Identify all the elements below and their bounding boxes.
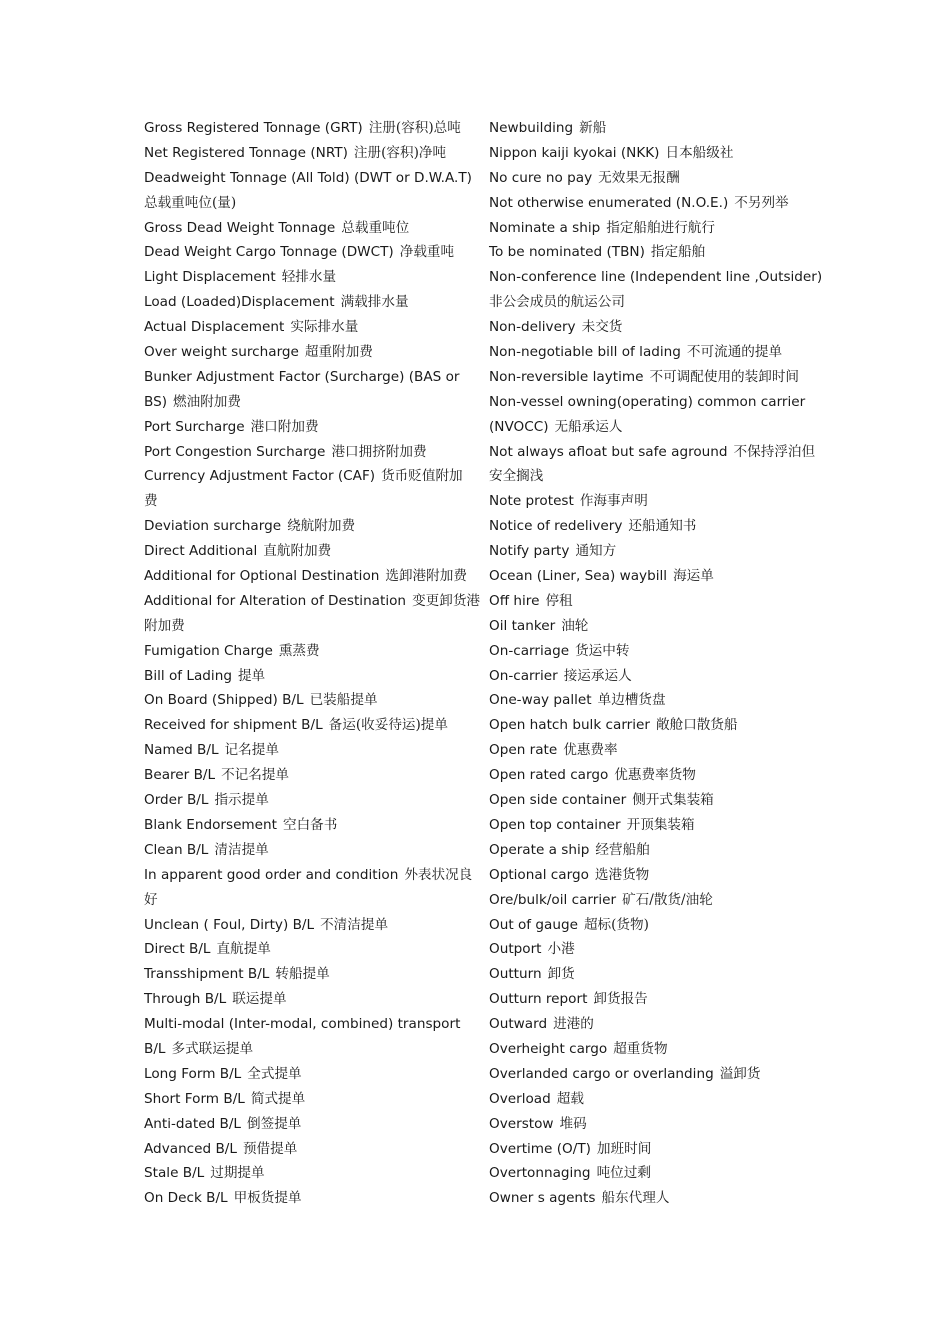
glossary-line <box>144 1161 466 1186</box>
left-glossary-column <box>144 116 481 1211</box>
term-english: B/L <box>144 1040 166 1057</box>
term-english: Through B/L <box>144 991 227 1008</box>
term-english: Advanced B/L <box>144 1140 237 1157</box>
term-chinese: 联运提单 <box>232 991 287 1008</box>
glossary-line <box>489 788 811 813</box>
term-english: Nippon kaiji kyokai (NKK) <box>489 144 660 161</box>
term-chinese: 不可调配使用的装卸时间 <box>649 368 800 385</box>
glossary-line <box>489 838 811 863</box>
glossary-line <box>144 216 466 241</box>
term-chinese: 轻排水量 <box>281 269 337 286</box>
term-english: Bill of Lading <box>144 667 232 684</box>
glossary-line <box>144 1137 466 1162</box>
term-english: Clean B/L <box>144 841 209 858</box>
term-chinese: 已装船提单 <box>309 692 378 709</box>
glossary-line <box>489 464 811 489</box>
glossary-line <box>144 564 466 589</box>
term-chinese: 总载重吨位 <box>341 219 410 236</box>
glossary-line <box>144 240 466 265</box>
term-english: Operate a ship <box>489 841 590 858</box>
glossary-line <box>489 141 811 166</box>
glossary-line <box>489 664 811 689</box>
glossary-line <box>144 1062 466 1087</box>
term-chinese: 还船通知书 <box>628 518 697 535</box>
term-chinese: 多式联运提单 <box>171 1040 254 1057</box>
term-chinese: 吨位过剩 <box>596 1165 651 1182</box>
term-chinese: 优惠费率货物 <box>614 767 696 784</box>
glossary-line <box>144 1012 466 1037</box>
glossary-line <box>144 415 466 440</box>
glossary-line <box>144 763 466 788</box>
glossary-line <box>144 962 466 987</box>
glossary-line <box>144 1037 466 1062</box>
glossary-line <box>489 514 811 539</box>
glossary-line <box>489 191 811 216</box>
glossary-line <box>144 191 466 216</box>
term-english: Off hire <box>489 592 540 609</box>
term-english: Direct Additional <box>144 543 258 560</box>
glossary-line <box>489 440 816 465</box>
term-english: Bearer B/L <box>144 767 216 784</box>
term-english: Outward <box>489 1016 548 1033</box>
term-english: Open rated cargo <box>489 767 609 784</box>
term-chinese: 港口拥挤附加费 <box>331 443 427 460</box>
term-chinese: 开顶集装箱 <box>626 816 695 833</box>
term-english: Open rate <box>489 742 558 759</box>
term-english: In apparent good order and condition <box>144 866 399 883</box>
term-chinese: 新船 <box>579 120 607 136</box>
term-chinese: 停租 <box>545 592 573 609</box>
term-english: Open side container <box>489 792 627 809</box>
term-chinese: 清洁提单 <box>214 841 269 858</box>
term-chinese: 选卸港附加费 <box>385 568 467 585</box>
term-english: Outturn report <box>489 991 588 1008</box>
term-english: Newbuilding <box>489 120 574 136</box>
glossary-line <box>489 987 811 1012</box>
term-chinese: 通知方 <box>575 543 617 560</box>
glossary-line <box>489 1186 811 1211</box>
term-chinese: 熏蒸费 <box>278 642 320 659</box>
term-chinese: 指示提单 <box>214 792 269 809</box>
term-chinese: 直航附加费 <box>263 543 332 560</box>
glossary-line <box>144 639 466 664</box>
glossary-line <box>489 290 811 315</box>
term-english: Overtonnaging <box>489 1165 591 1182</box>
glossary-line <box>489 913 811 938</box>
glossary-line <box>489 888 811 913</box>
glossary-line <box>489 365 811 390</box>
glossary-line <box>489 863 811 888</box>
term-chinese: 进港的 <box>553 1016 594 1033</box>
term-english: Overlanded cargo or overlanding <box>489 1065 714 1082</box>
term-english: To be nominated (TBN) <box>489 244 645 261</box>
term-english: On-carriage <box>489 642 570 659</box>
term-english: Ocean (Liner, Sea) waybill <box>489 568 668 585</box>
term-english: Open top container <box>489 816 621 833</box>
glossary-line <box>489 962 811 987</box>
term-english: Overtime (O/T) <box>489 1140 591 1157</box>
term-chinese: 满载排水量 <box>340 294 409 311</box>
term-english: Note protest <box>489 493 574 510</box>
glossary-line <box>489 713 811 738</box>
term-english: Out of gauge <box>489 916 578 933</box>
term-chinese: 超载 <box>556 1090 584 1107</box>
term-english: Blank Endorsement <box>144 816 277 833</box>
term-english: No cure no pay <box>489 169 593 186</box>
term-english: Oil tanker <box>489 617 556 634</box>
glossary-line <box>144 1087 466 1112</box>
term-english: On Deck B/L <box>144 1190 228 1207</box>
term-chinese: 加班时间 <box>596 1140 652 1157</box>
glossary-line <box>144 265 466 290</box>
term-chinese: 预借提单 <box>242 1140 298 1157</box>
glossary-line <box>144 788 466 813</box>
term-english: Nominate a ship <box>489 219 601 236</box>
glossary-line <box>489 390 811 415</box>
term-chinese: 船东代理人 <box>601 1190 670 1207</box>
term-chinese: 简式提单 <box>250 1090 306 1107</box>
term-english: One-way pallet <box>489 692 592 709</box>
glossary-line <box>489 315 811 340</box>
glossary-line <box>144 937 466 962</box>
term-chinese: 作海事声明 <box>579 493 648 510</box>
glossary-line <box>489 564 811 589</box>
glossary-line <box>144 664 466 689</box>
term-english: Not always afloat but safe aground <box>489 443 728 460</box>
term-english: Stale B/L <box>144 1165 205 1182</box>
term-chinese: 不另列举 <box>734 194 789 211</box>
term-english: Deviation surcharge <box>144 518 282 535</box>
term-english: Additional for Alteration of Destination <box>144 592 407 609</box>
term-english: Not otherwise enumerated (N.O.E.) <box>489 194 729 211</box>
glossary-line <box>489 415 811 440</box>
term-english: Anti-dated B/L <box>144 1115 242 1132</box>
right-glossary-column <box>489 116 823 1211</box>
glossary-line <box>489 1112 811 1137</box>
glossary-line <box>489 240 811 265</box>
term-chinese: 好 <box>144 891 158 908</box>
glossary-line <box>144 688 466 713</box>
term-chinese: 净载重吨 <box>399 244 455 261</box>
term-english: Received for shipment B/L <box>144 717 323 734</box>
term-english: Load (Loaded)Displacement <box>144 294 335 311</box>
glossary-line <box>489 639 811 664</box>
glossary-line <box>144 539 466 564</box>
term-chinese: 卸货报告 <box>593 991 648 1008</box>
term-chinese: 备运(收妥待运)提单 <box>328 717 448 734</box>
glossary-line <box>489 166 811 191</box>
glossary-line <box>144 489 466 514</box>
glossary-line <box>144 1112 466 1137</box>
term-english: BS) <box>144 393 168 410</box>
term-chinese: 货币贬值附加 <box>381 468 463 485</box>
term-english: Non-vessel owning(operating) common carrier <box>489 393 806 410</box>
term-chinese: 敞舱口散货船 <box>656 717 738 734</box>
term-chinese: 海运单 <box>673 568 714 585</box>
term-chinese: 变更卸货港 <box>412 592 481 609</box>
term-chinese: 安全搁浅 <box>489 468 544 485</box>
term-english: Non-reversible laytime <box>489 368 644 385</box>
term-chinese: 油轮 <box>561 617 589 634</box>
term-chinese: 总载重吨位(量) <box>144 194 237 211</box>
term-chinese: 卸货 <box>547 966 575 983</box>
term-chinese: 非公会成员的航运公司 <box>489 294 625 311</box>
term-chinese: 经营船舶 <box>595 841 650 858</box>
term-chinese: 单边槽货盘 <box>597 692 666 709</box>
term-english: Optional cargo <box>489 866 589 883</box>
term-english: Ore/bulk/oil carrier <box>489 891 617 908</box>
term-chinese: 直航提单 <box>216 941 271 958</box>
term-english: Actual Displacement <box>144 319 285 336</box>
term-chinese: 空白备书 <box>282 816 338 833</box>
term-chinese: 不清洁提单 <box>320 916 389 933</box>
term-english: Net Registered Tonnage (NRT) <box>144 144 348 161</box>
glossary-line <box>144 464 466 489</box>
term-chinese: 无船承运人 <box>554 418 623 435</box>
term-english: Long Form B/L <box>144 1065 242 1082</box>
glossary-line <box>144 390 466 415</box>
glossary-line <box>489 116 811 141</box>
glossary-line <box>144 440 466 465</box>
term-chinese: 超重附加费 <box>304 344 373 361</box>
term-chinese: 选港货物 <box>594 866 650 883</box>
glossary-line <box>489 1137 811 1162</box>
term-english: Bunker Adjustment Factor (Surcharge) (BAS or <box>144 368 460 385</box>
glossary-line <box>489 1062 811 1087</box>
term-english: Owner s agents <box>489 1190 596 1207</box>
glossary-line <box>489 738 811 763</box>
glossary-line <box>144 365 466 390</box>
term-english: Open hatch bulk carrier <box>489 717 651 734</box>
term-english: Named B/L <box>144 742 219 759</box>
term-english: Gross Registered Tonnage (GRT) <box>144 120 363 136</box>
term-english: Transshipment B/L <box>144 966 270 983</box>
term-chinese: 不保持浮泊但 <box>733 443 816 460</box>
term-chinese: 货运中转 <box>575 642 630 659</box>
term-chinese: 不可流通的提单 <box>686 344 783 361</box>
term-english: Currency Adjustment Factor (CAF) <box>144 468 376 485</box>
glossary-line <box>489 340 811 365</box>
term-chinese: 全式提单 <box>247 1065 302 1082</box>
term-english: (NVOCC) <box>489 418 549 435</box>
term-english: Overstow <box>489 1115 554 1132</box>
term-chinese: 过期提单 <box>210 1165 265 1182</box>
glossary-line <box>144 166 472 191</box>
glossary-line <box>489 265 823 290</box>
term-chinese: 矿石/散货/油轮 <box>622 891 713 908</box>
glossary-line <box>489 216 811 241</box>
term-chinese: 溢卸货 <box>719 1065 761 1082</box>
glossary-line <box>489 589 811 614</box>
glossary-line <box>144 340 466 365</box>
term-english: Direct B/L <box>144 941 211 958</box>
term-english: Notice of redelivery <box>489 518 623 535</box>
glossary-line <box>144 813 466 838</box>
term-chinese: 费 <box>144 493 158 510</box>
term-english: Deadweight Tonnage (All Told) (DWT or D.W.A.T) <box>144 169 472 186</box>
glossary-line <box>144 1186 466 1211</box>
term-english: Non-conference line (Independent line ,Outsider) <box>489 269 823 286</box>
term-english: Dead Weight Cargo Tonnage (DWCT) <box>144 244 394 261</box>
term-chinese: 绕航附加费 <box>287 518 356 535</box>
glossary-line <box>489 1012 811 1037</box>
glossary-line <box>144 713 466 738</box>
glossary-line <box>144 614 466 639</box>
glossary-line <box>489 1161 811 1186</box>
term-english: Over weight surcharge <box>144 344 299 361</box>
term-english: Unclean ( Foul, Dirty) B/L <box>144 916 315 933</box>
glossary-line <box>144 738 466 763</box>
term-english: Overload <box>489 1090 551 1107</box>
glossary-line <box>144 987 466 1012</box>
term-chinese: 甲板货提单 <box>233 1190 302 1207</box>
term-chinese: 接运承运人 <box>563 667 632 684</box>
glossary-line <box>489 489 811 514</box>
term-chinese: 优惠费率 <box>563 742 618 759</box>
glossary-line <box>144 863 473 888</box>
term-english: Port Surcharge <box>144 418 245 435</box>
term-chinese: 外表状况良 <box>404 866 473 883</box>
term-chinese: 附加费 <box>144 617 185 634</box>
term-chinese: 无效果无报酬 <box>598 169 680 186</box>
term-english: Non-negotiable bill of lading <box>489 344 681 361</box>
glossary-line <box>489 539 811 564</box>
term-chinese: 注册(容积)净吨 <box>353 144 447 161</box>
term-english: Light Displacement <box>144 269 276 286</box>
term-chinese: 超重货物 <box>613 1040 668 1057</box>
term-chinese: 转船提单 <box>275 966 330 983</box>
glossary-line <box>144 141 466 166</box>
glossary-line <box>144 315 466 340</box>
term-chinese: 堆码 <box>559 1115 587 1132</box>
glossary-line <box>489 1037 811 1062</box>
term-chinese: 不记名提单 <box>221 767 290 784</box>
glossary-line <box>489 813 811 838</box>
term-chinese: 指定船舶进行航行 <box>606 219 715 236</box>
glossary-line <box>144 116 466 141</box>
term-english: On Board (Shipped) B/L <box>144 692 304 709</box>
glossary-line <box>144 888 466 913</box>
glossary-line <box>144 514 466 539</box>
term-chinese: 记名提单 <box>224 742 279 759</box>
glossary-line <box>144 290 466 315</box>
term-chinese: 港口附加费 <box>250 418 319 435</box>
term-english: Port Congestion Surcharge <box>144 443 326 460</box>
glossary-line <box>489 937 811 962</box>
term-chinese: 燃油附加费 <box>173 393 241 410</box>
term-chinese: 提单 <box>237 667 266 684</box>
term-english: Overheight cargo <box>489 1040 608 1057</box>
term-chinese: 未交货 <box>581 319 623 336</box>
term-chinese: 倒签提单 <box>247 1115 302 1132</box>
term-english: Fumigation Charge <box>144 642 273 659</box>
glossary-line <box>144 589 481 614</box>
term-english: Short Form B/L <box>144 1090 245 1107</box>
glossary-line <box>144 838 466 863</box>
term-english: Multi-modal (Inter-modal, combined) transport <box>144 1016 461 1033</box>
term-english: Outport <box>489 941 542 958</box>
term-english: On-carrier <box>489 667 558 684</box>
term-chinese: 指定船舶 <box>650 244 706 261</box>
term-chinese: 注册(容积)总吨 <box>368 120 461 136</box>
term-chinese: 超标(货物) <box>583 916 649 933</box>
term-chinese: 日本船级社 <box>665 144 734 161</box>
glossary-line <box>489 614 811 639</box>
term-chinese: 侧开式集装箱 <box>632 792 714 809</box>
term-english: Non-delivery <box>489 319 576 336</box>
term-english: Additional for Optional Destination <box>144 568 380 585</box>
term-english: Gross Dead Weight Tonnage <box>144 219 336 236</box>
term-chinese: 实际排水量 <box>290 319 359 336</box>
term-english: Order B/L <box>144 792 209 809</box>
term-chinese: 小港 <box>547 941 575 958</box>
glossary-line <box>489 1087 811 1112</box>
term-english: Outturn <box>489 966 542 983</box>
glossary-line <box>144 913 466 938</box>
glossary-line <box>489 763 811 788</box>
term-english: Notify party <box>489 543 570 560</box>
glossary-line <box>489 688 811 713</box>
